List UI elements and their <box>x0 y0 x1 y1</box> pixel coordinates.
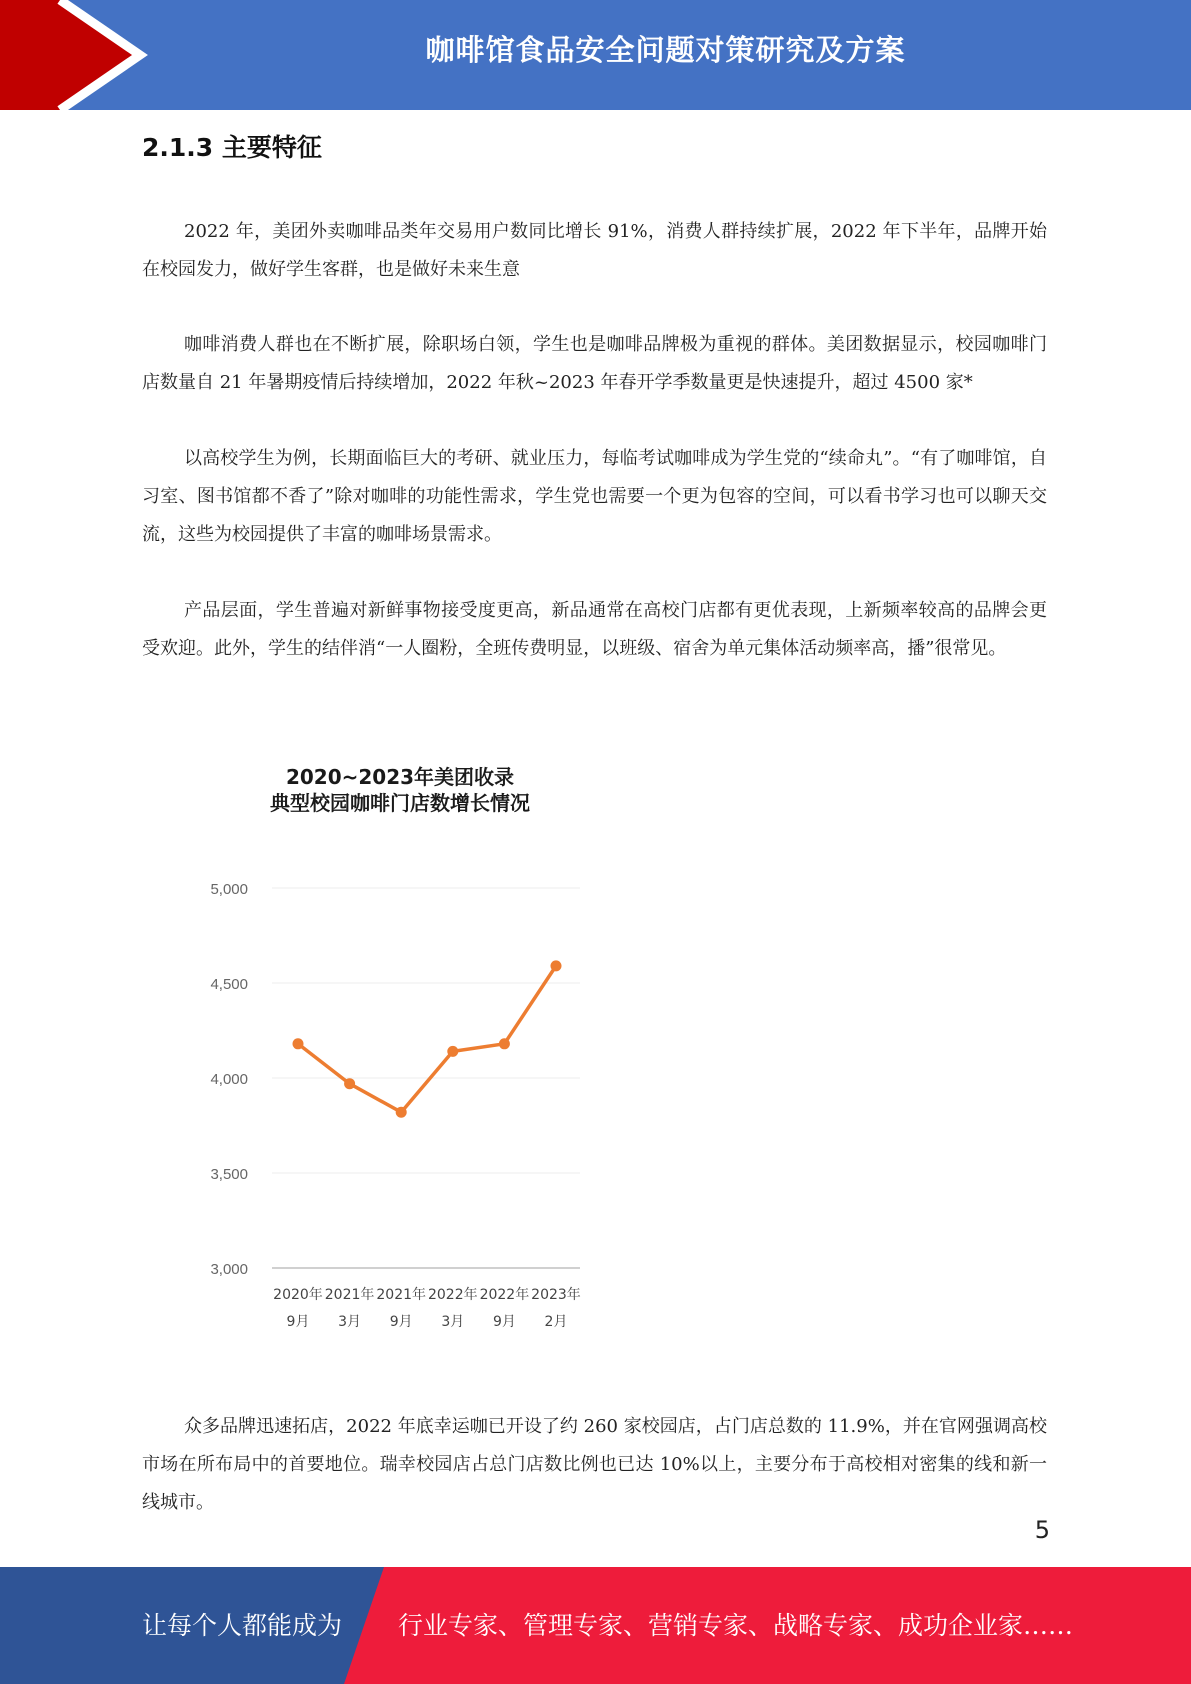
data-point <box>293 1038 304 1049</box>
x-tick-label-month: 9月 <box>389 1314 413 1330</box>
chart-title-line2: 典型校园咖啡门店数增长情况 <box>270 791 530 815</box>
y-tick-label: 5,000 <box>210 881 248 898</box>
x-tick-label-year: 2022年 <box>427 1287 478 1303</box>
x-tick-label-month: 3月 <box>441 1314 465 1330</box>
paragraph-4: 产品层面，学生普遍对新鲜事物接受度更高，新品通常在高校门店都有更优表现，上新频率较高的品牌会更受欢迎。此外，学生的结伴消“一人圈粉，全班传费明显，以班级、宿舍为单元集体活动频率高，播”很常见。 <box>142 600 1047 659</box>
page-header <box>0 0 1191 110</box>
data-point <box>344 1078 355 1089</box>
x-tick-label-year: 2021年 <box>376 1287 427 1303</box>
x-tick-label-year: 2020年 <box>273 1287 323 1303</box>
document-title: 咖啡馆食品安全问题对策研究及方案 <box>425 33 906 67</box>
paragraph-2: 咖啡消费人群也在不断扩展，除职场白领，学生也是咖啡品牌极为重视的群体。美团数据显示，校园咖啡门店数量自 21 年暑期疫情后持续增加，2022 年秋~2023 年春开学季数量更是快速提升，超过 4500 家* <box>142 334 1047 393</box>
store-growth-chart <box>180 755 620 1345</box>
y-tick-label: 3,500 <box>210 1166 248 1183</box>
page-footer <box>0 1567 1191 1684</box>
chart-plot <box>180 755 620 1345</box>
paragraph-5: 众多品牌迅速拓店，2022 年底幸运咖已开设了约 260 家校园店，占门店总数的 11.9%，并在官网强调高校市场在所布局中的首要地位。瑞幸校园店占总门店数比例也已达 10%以上，主要分布于高校相对密集的线和新一线城市。 <box>142 1416 1047 1513</box>
data-point <box>396 1107 407 1118</box>
x-tick-label-month: 9月 <box>286 1314 310 1330</box>
data-point <box>551 960 562 971</box>
chart-title-line1: 2020~2023年美团收录 <box>285 765 515 789</box>
data-point <box>447 1046 458 1057</box>
x-tick-label-year: 2022年 <box>479 1287 530 1303</box>
paragraph-1: 2022 年，美团外卖咖啡品类年交易用户数同比增长 91%，消费人群持续扩展，2022 年下半年，品牌开始在校园发力，做好学生客群，也是做好未来生意 <box>142 221 1047 280</box>
x-tick-label-year: 2023年 <box>531 1287 581 1303</box>
y-tick-label: 4,500 <box>210 976 248 993</box>
footer-slogan-left: 让每个人都能成为 <box>142 1611 343 1640</box>
page-number: 5 <box>1034 1516 1050 1544</box>
section-heading: 2.1.3 主要特征 <box>142 133 322 162</box>
y-tick-label: 3,000 <box>210 1261 248 1278</box>
series-line <box>298 966 556 1112</box>
x-tick-label-year: 2021年 <box>324 1287 375 1303</box>
header-arrow-decoration <box>0 0 170 110</box>
x-tick-label-month: 2月 <box>544 1314 568 1330</box>
footer-slogan-right: 行业专家、管理专家、营销专家、战略专家、成功企业家…… <box>398 1611 1074 1640</box>
paragraph-3: 以高校学生为例，长期面临巨大的考研、就业压力，每临考试咖啡成为学生党的“续命丸”。“有了咖啡馆，自习室、图书馆都不香了”除对咖啡的功能性需求，学生党也需要一个更为包容的空间，可以看书学习也可以聊天交流，这些为校园提供了丰富的咖啡场景需求。 <box>142 448 1047 545</box>
x-tick-label-month: 3月 <box>338 1314 362 1330</box>
data-point <box>499 1038 510 1049</box>
y-tick-label: 4,000 <box>210 1071 248 1088</box>
x-tick-label-month: 9月 <box>492 1314 516 1330</box>
